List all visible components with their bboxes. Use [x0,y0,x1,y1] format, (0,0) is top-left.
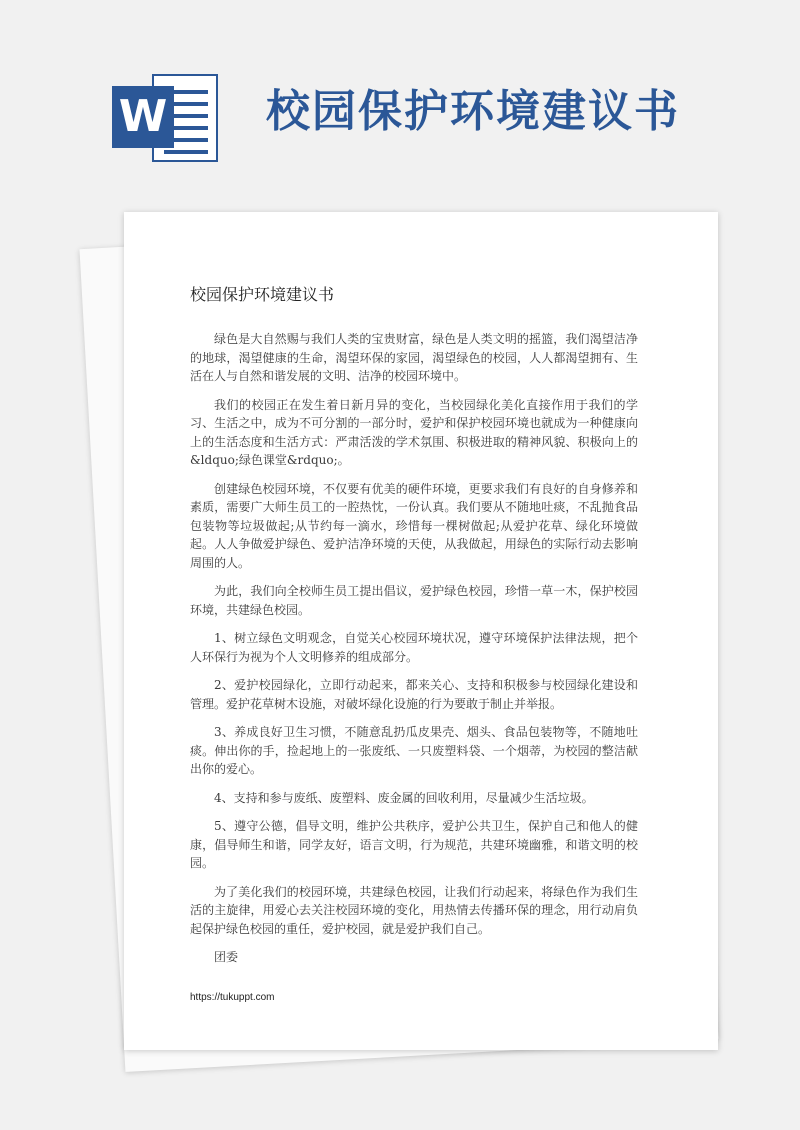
list-item-4: 4、支持和参与废纸、废塑料、废金属的回收利用，尽量减少生活垃圾。 [214,790,594,805]
paragraph-campus-change: 我们的校园正在发生着日新月异的变化，当校园绿化美化直接作用于我们的学习、生活之中，成为不可分割的一部分时，爱护和保护校园环境也就成为一种健康向上的生活态度和生活方式：严肃活泼的学术氛围、积极进取的精神风貌、积极向上的&ldquo;绿色课堂&rdquo;。 [190,397,638,467]
list-item-2: 2、爱护校园绿化，立即行动起来，都来关心、支持和积极参与校园绿化建设和管理。爱护花草树木设施，对破坏绿化设施的行为要敢于制止并举报。 [190,678,638,711]
list-item-5: 5、遵守公德，倡导文明，维护公共秩序，爱护公共卫生，保护自己和他人的健康，倡导师生和谐，同学友好，语言文明，行为规范，共建环境幽雅，和谐文明的校园。 [190,819,638,870]
paragraph-intro: 绿色是大自然赐与我们人类的宝贵财富，绿色是人类文明的摇篮，我们渴望洁净的地球，渴望健康的生命，渴望环保的家园，渴望绿色的校园，人人都渴望拥有、生活在人与自然和谐发展的文明、洁净的校园环境中。 [190,332,638,383]
document-body [190,330,638,977]
footer-url: https://tukuppt.com [190,992,275,1003]
banner-title: 校园保护环境建议书 [266,86,680,137]
paragraph-proposal: 为此，我们向全校师生员工提出倡议，爱护绿色校园，珍惜一草一木，保护校园环境，共建绿色校园。 [190,584,638,617]
paragraph-closing: 为了美化我们的校园环境，共建绿色校园，让我们行动起来，将绿色作为我们生活的主旋律，用爱心去关注校园环境的变化，用热情去传播环保的理念，用行动肩负起保护绿色校园的重任，爱护校园，就是爱护我们自己。 [190,884,638,936]
word-document-icon [112,66,220,168]
document-page [124,212,718,1050]
paragraph-green-campus: 创建绿色校园环境，不仅要有优美的硬件环境，更要求我们有良好的自身修养和素质，需要广大师生员工的一腔热忱，一份认真。我们要从不随地吐痰，不乱抛食品包装物等垃圾做起;从节约每一滴水，珍惜每一棵树做起;从爱护花草、绿化环境做起。人人争做爱护绿色、爱护洁净环境的天使，从我做起，用绿色的实际行动去影响周围的人。 [190,481,638,570]
signature: 团委 [214,950,239,964]
list-item-1: 1、树立绿色文明观念，自觉关心校园环境状况，遵守环境保护法律法规，把个人环保行为视为个人文明修养的组成部分。 [190,631,638,664]
list-item-3: 3、养成良好卫生习惯，不随意乱扔瓜皮果壳、烟头、食品包装物等，不随地吐痰。伸出你的手，捡起地上的一张废纸、一只废塑料袋、一个烟蒂，为校园的整洁献出你的爱心。 [190,725,638,776]
document-title: 校园保护环境建议书 [190,285,335,304]
logo-line [164,150,208,154]
logo-letter-badge: W [112,86,174,148]
header-banner [0,0,800,200]
